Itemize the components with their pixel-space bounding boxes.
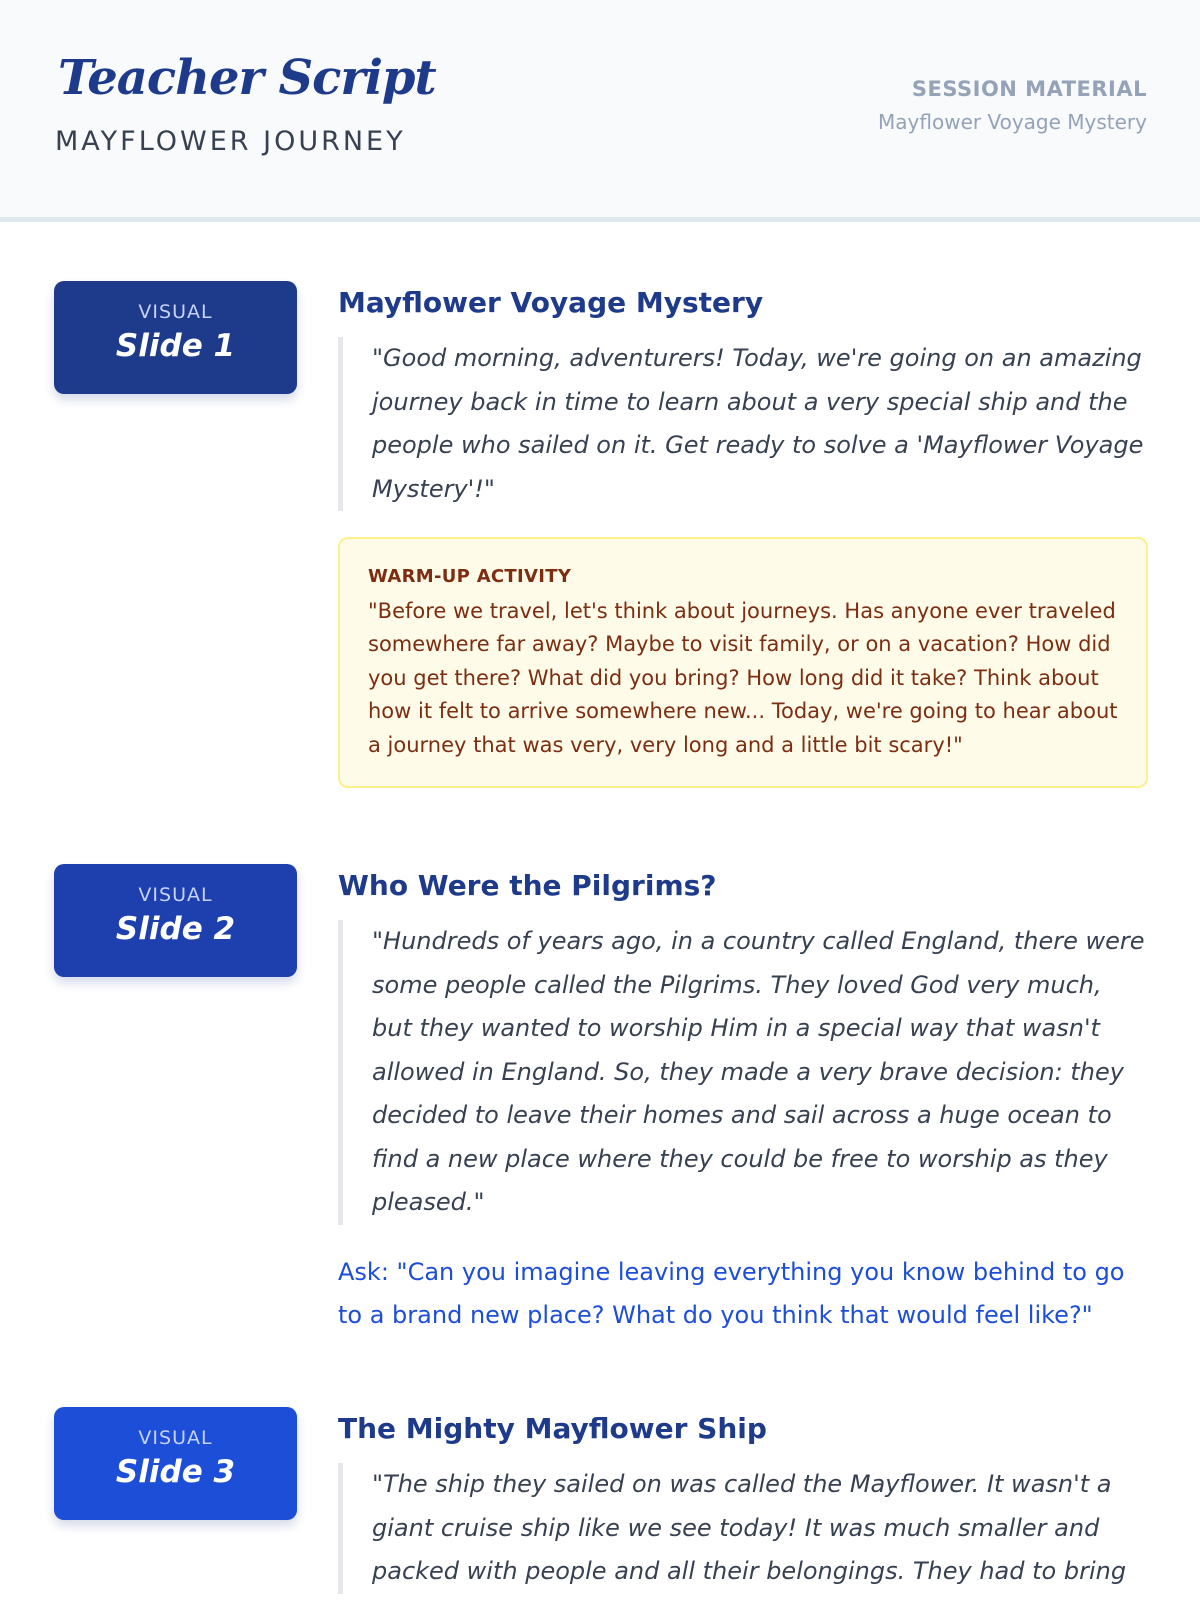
visual-label: VISUAL — [138, 301, 213, 323]
slide-number: Slide 3 — [115, 1453, 236, 1490]
session-info — [878, 76, 1147, 135]
section-content — [338, 1407, 1148, 1594]
script-quote: "Hundreds of years ago, in a country called England, there were some people called the Pilgrims. They loved God very much, but they wanted to worship Him in a special way that wasn't allowed in England. So, they made a very brave decision: they decided to leave their homes and sail across a huge ocean to find a new place where they could be free to worship as they pleased." — [338, 920, 1148, 1225]
script-quote: "The ship they sailed on was called the Mayflower. It wasn't a giant cruise ship like we see today! It was much smaller and packed with people and all their belongings. They had to bring — [338, 1463, 1148, 1594]
warmup-label: WARM-UP ACTIVITY — [368, 566, 572, 588]
section-title: The Mighty Mayflower Ship — [338, 1412, 767, 1445]
session-label: SESSION MATERIAL — [911, 77, 1147, 101]
visual-label: VISUAL — [138, 884, 213, 906]
ask-prompt: Ask: "Can you imagine leaving everything you know behind to go to a brand new place? What do you think that would feel like?" — [338, 1257, 1125, 1329]
page-title: Teacher Script — [58, 50, 436, 106]
warmup-text: "Before we travel, let's think about journeys. Has anyone ever traveled somewhere far away? Maybe to visit family, or on a vacation? How did you get there? What did you bring? How long did it take? Think about how it felt to arrive somewhere new... Today, we're going to hear about a journey that was very, very long and a little bit scary!" — [368, 598, 1118, 757]
session-value: Mayflower Voyage Mystery — [878, 110, 1147, 135]
section-title: Who Were the Pilgrims? — [338, 869, 717, 902]
script-quote: "Good morning, adventurers! Today, we're going on an amazing journey back in time to learn about a very special ship and the people who sailed on it. Get ready to solve a 'Mayflower Voyage Mystery'!" — [338, 337, 1148, 511]
page-subtitle: MAYFLOWER JOURNEY — [55, 126, 406, 157]
section-title: Mayflower Voyage Mystery — [338, 286, 764, 319]
slide-badge-1 — [54, 281, 297, 394]
slide-badge-3 — [54, 1407, 297, 1520]
visual-label: VISUAL — [138, 1427, 213, 1449]
document-header — [0, 0, 1200, 222]
section-content — [338, 864, 1148, 1337]
section-content — [338, 281, 1148, 788]
slide-number: Slide 2 — [115, 910, 236, 947]
slide-badge-2 — [54, 864, 297, 977]
slide-number: Slide 1 — [115, 327, 236, 364]
warmup-callout — [338, 537, 1148, 788]
